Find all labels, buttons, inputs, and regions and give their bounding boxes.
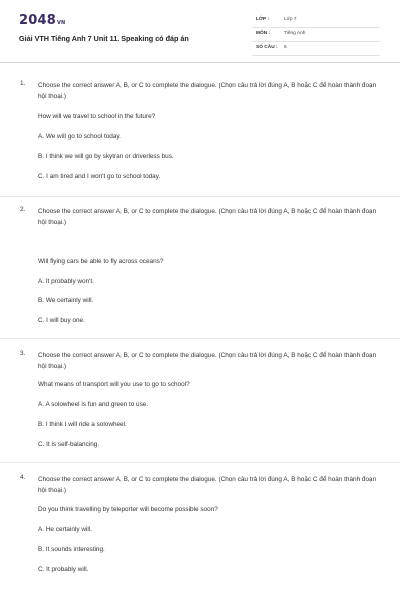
question-instruction: Choose the correct answer A, B, or C to complete the dialogue. (Chọn câu trả lời đúng A, B hoặc C để hoàn thành đoạn hội thoại.) [38, 476, 377, 494]
answer-option: B. I think I will ride a solowheel. [38, 421, 127, 428]
answer-option: A. It probably won't. [38, 278, 94, 285]
question-prompt: Do you think travelling by teleporter will become possible soon? [38, 506, 218, 513]
page-title: Giải VTH Tiếng Anh 7 Unit 11. Speaking có đáp án [19, 34, 189, 43]
question-instruction: Choose the correct answer A, B, or C to complete the dialogue. (Chọn câu trả lời đúng A, B hoặc C để hoàn thành đoạn hội thoại.) [38, 82, 377, 100]
question-number: 2. [20, 206, 26, 213]
meta-row-subject [252, 28, 380, 42]
meta-label: MÔN : [256, 31, 271, 36]
answer-option: C. It probably will. [38, 566, 89, 573]
meta-value: 6 [284, 45, 287, 50]
logo-text: 2048 [19, 13, 56, 28]
answer-option: C. I am tired and I won't go to school today. [38, 173, 161, 180]
meta-row-count [252, 42, 380, 56]
meta-label: LỚP : [256, 17, 270, 22]
answer-option: B. I think we will go by skytran or driverless bus. [38, 153, 174, 160]
answer-option: A. A solowheel is fun and green to use. [38, 401, 149, 408]
meta-label: SỐ CÂU : [256, 45, 278, 50]
answer-option: C. I will buy one. [38, 317, 85, 324]
meta-row-class [252, 14, 380, 28]
question-number: 4. [20, 474, 26, 481]
answer-option: A. He certainly will. [38, 526, 92, 533]
question-prompt: Will flying cars be able to fly across oceans? [38, 258, 164, 265]
meta-value: Lớp 7 [284, 17, 297, 22]
answer-option: B. We certainly will. [38, 297, 94, 304]
answer-option: A. We will go to school today. [38, 133, 121, 140]
question-prompt: What means of transport will you use to go to school? [38, 381, 190, 388]
answer-option: B. It sounds interesting. [38, 546, 105, 553]
question-divider [0, 462, 400, 463]
answer-option: C. It is self-balancing. [38, 441, 100, 448]
question-number: 3. [20, 350, 26, 357]
question-number: 1. [20, 80, 26, 87]
question-instruction: Choose the correct answer A, B, or C to complete the dialogue. (Chọn câu trả lời đúng A, B hoặc C để hoàn thành đoạn hội thoại.) [38, 208, 377, 226]
header-divider [0, 62, 400, 63]
question-instruction: Choose the correct answer A, B, or C to complete the dialogue. (Chọn câu trả lời đúng A, B hoặc C để hoàn thành đoạn hội thoại.) [38, 352, 377, 370]
question-prompt: How will we travel to school in the future? [38, 113, 156, 120]
meta-value: Tiếng Anh [284, 31, 306, 36]
question-divider [0, 196, 400, 197]
site-logo[interactable] [19, 13, 65, 28]
question-divider [0, 338, 400, 339]
logo-suffix: VN [56, 20, 66, 26]
